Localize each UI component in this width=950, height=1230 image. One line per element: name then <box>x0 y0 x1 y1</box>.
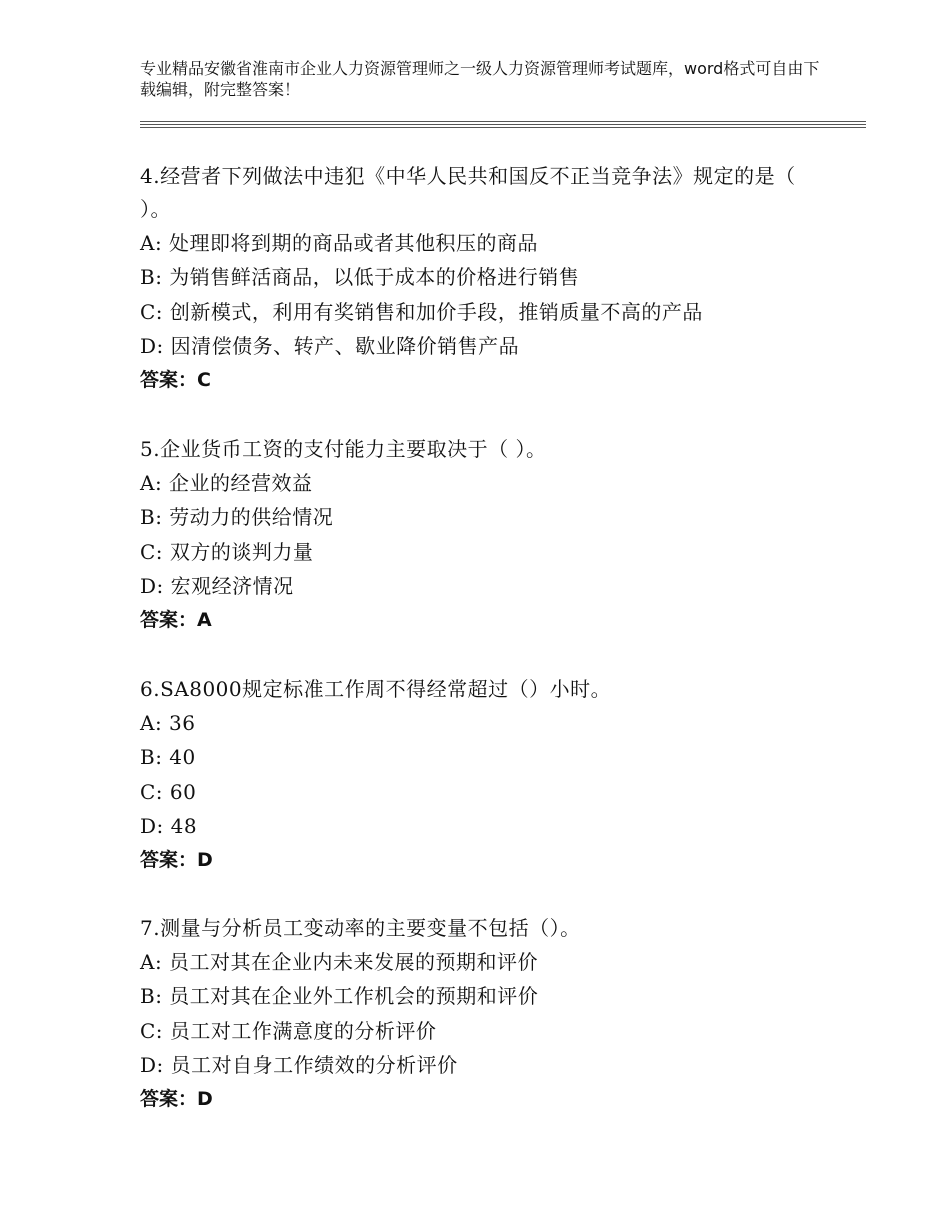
document-header: 专业精品安徽省淮南市企业人力资源管理师之一级人力资源管理师考试题库，word格式可自由下载编辑，附完整答案！ <box>140 59 820 99</box>
option-b: B: 40 <box>140 745 196 770</box>
header-divider-line <box>140 121 866 122</box>
option-d: D: 48 <box>140 813 198 838</box>
question-6 <box>140 673 830 877</box>
question-stem: 5.企业货币工资的支付能力主要取决于（ ）。 <box>140 437 547 461</box>
header-divider-line <box>140 127 866 128</box>
option-a: A: 员工对其在企业内未来发展的预期和评价 <box>140 950 539 974</box>
header-divider-line <box>140 124 866 125</box>
answer-label: 答案：A <box>140 609 212 632</box>
question-stem: 6.SA8000规定标准工作周不得经常超过（）小时。 <box>140 677 612 701</box>
option-d: D: 宏观经济情况 <box>140 573 294 598</box>
answer-label: 答案：C <box>140 369 211 392</box>
option-b: B: 员工对其在企业外工作机会的预期和评价 <box>140 984 539 1009</box>
question-stem: 7.测量与分析员工变动率的主要变量不包括（）。 <box>140 916 581 940</box>
option-a: A: 36 <box>140 711 196 735</box>
question-7 <box>140 912 830 1116</box>
option-a: A: 企业的经营效益 <box>140 471 313 495</box>
option-b: B: 劳动力的供给情况 <box>140 505 334 530</box>
option-c: C: 双方的谈判力量 <box>140 539 314 564</box>
answer-label: 答案：D <box>140 849 213 872</box>
option-d: D: 员工对自身工作绩效的分析评价 <box>140 1052 458 1077</box>
question-4 <box>140 160 830 397</box>
answer-label: 答案：D <box>140 1088 213 1111</box>
option-c: C: 员工对工作满意度的分析评价 <box>140 1018 437 1043</box>
option-b: B: 为销售鲜活商品，以低于成本的价格进行销售 <box>140 265 580 290</box>
question-5 <box>140 433 830 637</box>
question-stem: 4.经营者下列做法中违犯《中华人民共和国反不正当竞争法》规定的是（ ）。 <box>140 164 796 221</box>
option-d: D: 因清偿债务、转产、歇业降价销售产品 <box>140 333 520 358</box>
option-c: C: 创新模式，利用有奖销售和加价手段，推销质量不高的产品 <box>140 299 703 324</box>
option-a: A: 处理即将到期的商品或者其他积压的商品 <box>140 231 539 255</box>
option-c: C: 60 <box>140 779 197 804</box>
